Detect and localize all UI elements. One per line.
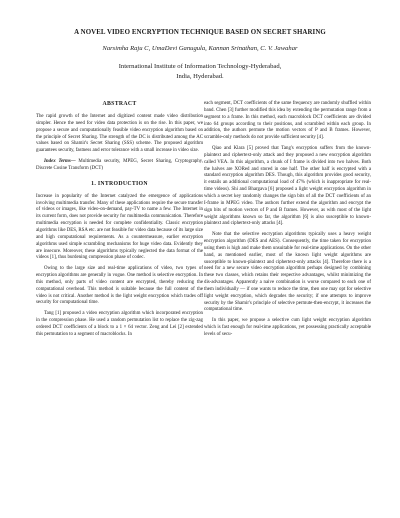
right-column xyxy=(204,101,371,339)
affiliation-line-2: India, Hyderabad. xyxy=(176,73,224,80)
index-terms xyxy=(36,159,203,173)
affiliation-line-1: International Institute of Information Technology-Hyderabad, xyxy=(118,63,282,70)
intro-paragraph-1: Increase in popularity of the Internet catalyzed the emergence of applications involving multimedia transfer. Many of these applications require the secure transfer of videos or images, like video-on-demand, pay-TV to name a few. The Internet in its current form, does not provide security for multimedia communication. Therefore multimedia encryption is needed for complete confidentiality. Classic encryption algorithms like DES, RSA etc. are not feasible for video data because of its large size and high computational requirements. As a countermeasure, earlier encryption algorithms used simple scrambling mechanisms for huge video data. Evidently they are insecure. Moreover, these algorithms typically neglected the data format of the videos [1], thus burdening compression phase of codec. xyxy=(36,193,203,261)
right-paragraph-4: In this paper, we propose a selective cum light weight encryption algorithm which is fast enough for real-time applications, yet possessing practically acceptable levels of secu- xyxy=(204,318,371,337)
index-terms-label: Index Terms— xyxy=(44,159,76,165)
abstract-heading: ABSTRACT xyxy=(102,101,137,107)
left-column xyxy=(36,101,203,339)
right-paragraph-3: Note that the selective encryption algorithms typically uses a heavy weight encryption algorithm (DES and AES). Consequently, the time taken for encryption using them is high and make them unsuitable for real-time applications. On the other hand, as mentioned earlier, most of the known light weight algorithms are susceptible to known-plaintext and ciphertext-only attacks [4]. Therefore there is a need for a new secure video encryption algorithm perhaps designed by combining these two classes, which retains their respective advantages, whilst minimizing the dis-advantages. Apparently a naive combination is worse compared to each one of them individually — if one wants to reduce the time, then one may opt for selective light weight encryption, which degrades the security; if one attempts to improve security by the Shamir's principle of selective permute-then-encrypt, it increases the computational time. xyxy=(204,232,371,313)
paper-title: A NOVEL VIDEO ENCRYPTION TECHNIQUE BASED ON SECRET SHARING xyxy=(74,29,326,36)
abstract-text: The rapid growth of the Internet and digitized content made video distribution simpler. Hence the need for video data protection is on the rise. In this paper, we propose a secure and computationally feasible video encryption algorithm based on the principle of Secret Sharing. The strength of the DC is distributed among the AC values based on Shamir's Secret Sharing (SSS) scheme. The proposed algorithm guarantees security, fastness and error tolerance with a small increase in video size. xyxy=(36,114,203,154)
introduction-heading: 1. INTRODUCTION xyxy=(91,180,148,187)
intro-paragraph-3: Tang [1] proposed a video encryption algorithm which incorporated encryption in the compression phase. He used a random permutation list to replace the zig-zag ordered DCT coefficients of a block to a 1 × 64 vector. Zeng and Lei [2] extended this permutation to a segment of macroblocks. In xyxy=(36,311,203,337)
right-paragraph-1: each segment, DCT coefficients of the same frequency are randomly shuffled within band. Chen [3] further modified this idea by extending the permutation range from a segment to a frame. In this method, each macroblock DCT coefficients are divided into 64 groups according to their positions, and scrambled within each group. In addition, the authors permute the motion vectors of P and B frames. However, scramble-only methods do not provide sufficient security [4]. xyxy=(204,101,371,141)
right-paragraph-2: Qiao and Klara [5] proved that Tang's encryption suffers from the known-plaintext and ciphertext-only attack and they proposed a new encryption algorithm called VEA. In this algorithm, a chunk of I frame is divided into two halves. Both the halves are XORed and stored in one half. The other half is encrypted with a standard encryption algorithm DES. Though, this algorithm provides good security, it entails an additional computational load of 47% (which is inappropriate for real-time videos). Shi and Bhargava [6] proposed a light weight encryption algorithm in which a secret key randomly changes the sign bits of all the DCT coefficients of an I-frame in MPEG video. The authors further extend the algorithm and encrypt the sign bits of motion vectors of P and B frames. However, as with most of the light weight algorithms known so far, the algorithm [6] is also susceptible to known-plaintext and ciphertext-only attacks [4]. xyxy=(204,146,371,227)
index-terms-text: Multimedia security, MPEG, Secret Sharing, Cryptography, Discrete Cosine Transform (DCT) xyxy=(36,159,203,171)
author-list: Narsimha Raju C, UmaDevi Ganugula, Kannan Srinathan, C. V. Jawahar xyxy=(102,45,298,52)
intro-paragraph-2: Owing to the large size and real-time applications of video, two types of encryption algorithms are generally in vogue. One method is selective encryption. In this method, only parts of video content are encrypted, thereby reducing the computational overhead. This method is suitable because the full content of the video is not critical. Another method is the light weight encryption which trades off security for computational time. xyxy=(36,266,203,306)
